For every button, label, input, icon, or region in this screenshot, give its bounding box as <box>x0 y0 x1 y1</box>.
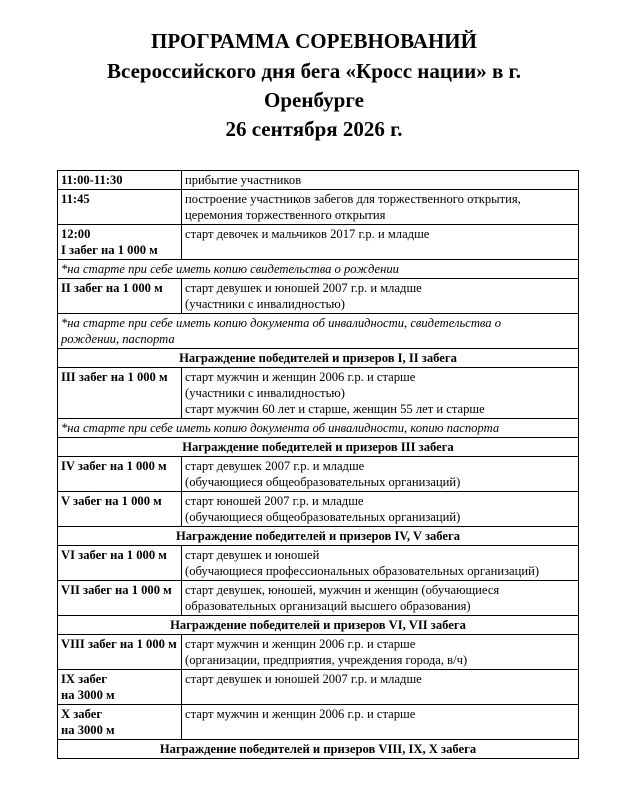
description-line: (участники с инвалидностью) <box>185 386 345 400</box>
description-line: церемония торжественного открытия <box>185 208 386 222</box>
award-text: Награждение победителей и призеров VIII, IX, X забега <box>58 740 579 759</box>
description-line: (участники с инвалидностью) <box>185 297 345 311</box>
title-line-1: ПРОГРАММА СОРЕВНОВАНИЙ <box>151 29 477 53</box>
table-row <box>58 190 579 225</box>
table-row <box>58 705 579 740</box>
race-cell: VI забег на 1 000 м <box>58 546 182 581</box>
race-cell: II забег на 1 000 м <box>58 279 182 314</box>
description-line: образовательных организаций высшего образования) <box>185 599 471 613</box>
award-row <box>58 740 579 759</box>
race-cell: IV забег на 1 000 м <box>58 457 182 492</box>
description-line: (обучающиеся общеобразовательных организаций) <box>185 475 461 489</box>
description-line: (организации, предприятия, учреждения города, в/ч) <box>185 653 468 667</box>
time-cell: 11:45 <box>58 190 182 225</box>
description-line: старт девушек и юношей 2007 г.р. и младше <box>185 281 422 295</box>
race-cell: III забег на 1 000 м <box>58 368 182 419</box>
award-text: Награждение победителей и призеров I, II забега <box>58 349 579 368</box>
description-cell <box>182 279 579 314</box>
description-cell: старт девочек и мальчиков 2017 г.р. и младше <box>182 225 579 260</box>
description-line: старт мужчин и женщин 2006 г.р. и старше <box>185 637 416 651</box>
note-text: *на старте при себе иметь копию документа об инвалидности, копию паспорта <box>58 419 579 438</box>
note-line: *на старте при себе иметь копию документа об инвалидности, свидетельства о <box>61 316 502 330</box>
race-cell: V забег на 1 000 м <box>58 492 182 527</box>
table-row <box>58 546 579 581</box>
description-cell: прибытие участников <box>182 171 579 190</box>
note-row <box>58 314 579 349</box>
description-cell <box>182 581 579 616</box>
note-text <box>58 314 579 349</box>
description-cell: старт девушек и юношей 2007 г.р. и младше <box>182 670 579 705</box>
description-line: старт девушек и юношей <box>185 548 320 562</box>
race-cell: VIII забег на 1 000 м <box>58 635 182 670</box>
description-line: старт юношей 2007 г.р. и младше <box>185 494 364 508</box>
table-row <box>58 492 579 527</box>
race-label: IX забег <box>61 672 107 686</box>
award-row <box>58 527 579 546</box>
description-cell <box>182 635 579 670</box>
note-row <box>58 419 579 438</box>
note-text: *на старте при себе иметь копию свидетельства о рождении <box>58 260 579 279</box>
description-cell <box>182 190 579 225</box>
award-row <box>58 349 579 368</box>
award-text: Награждение победителей и призеров III забега <box>58 438 579 457</box>
description-line: старт мужчин 60 лет и старше, женщин 55 лет и старше <box>185 402 485 416</box>
description-line: старт мужчин и женщин 2006 г.р. и старше <box>185 370 416 384</box>
title-line-3: Оренбурге <box>264 88 364 112</box>
table-row <box>58 635 579 670</box>
race-cell: VII забег на 1 000 м <box>58 581 182 616</box>
description-cell <box>182 546 579 581</box>
race-label: I забег на 1 000 м <box>61 243 158 257</box>
description-cell <box>182 368 579 419</box>
title-line-2: Всероссийского дня бега «Кросс нации» в г. <box>107 59 521 83</box>
award-text: Награждение победителей и призеров VI, VII забега <box>58 616 579 635</box>
description-cell: старт мужчин и женщин 2006 г.р. и старше <box>182 705 579 740</box>
award-text: Награждение победителей и призеров IV, V забега <box>58 527 579 546</box>
description-cell <box>182 492 579 527</box>
award-row <box>58 616 579 635</box>
description-line: построение участников забегов для торжественного открытия, <box>185 192 521 206</box>
time-cell: 11:00-11:30 <box>58 171 182 190</box>
table-row <box>58 368 579 419</box>
description-line: (обучающиеся профессиональных образовательных организаций) <box>185 564 540 578</box>
title-date: 26 сентября 2026 г. <box>225 117 403 141</box>
table-row <box>58 457 579 492</box>
note-line: рождении, паспорта <box>61 332 175 346</box>
race-cell <box>58 705 182 740</box>
race-distance: на 3000 м <box>61 688 115 702</box>
description-line: старт девушек 2007 г.р. и младше <box>185 459 365 473</box>
description-line: старт девушек, юношей, мужчин и женщин (обучающиеся <box>185 583 500 597</box>
race-distance: на 3000 м <box>61 723 115 737</box>
time-cell <box>58 225 182 260</box>
table-row <box>58 581 579 616</box>
table-row <box>58 225 579 260</box>
schedule-table <box>57 170 579 759</box>
award-row <box>58 438 579 457</box>
race-cell <box>58 670 182 705</box>
time-label: 12:00 <box>61 227 91 241</box>
description-cell <box>182 457 579 492</box>
table-row <box>58 171 579 190</box>
table-row <box>58 670 579 705</box>
table-row <box>58 279 579 314</box>
race-label: X забег <box>61 707 103 721</box>
description-line: (обучающиеся общеобразовательных организаций) <box>185 510 461 524</box>
note-row <box>58 260 579 279</box>
